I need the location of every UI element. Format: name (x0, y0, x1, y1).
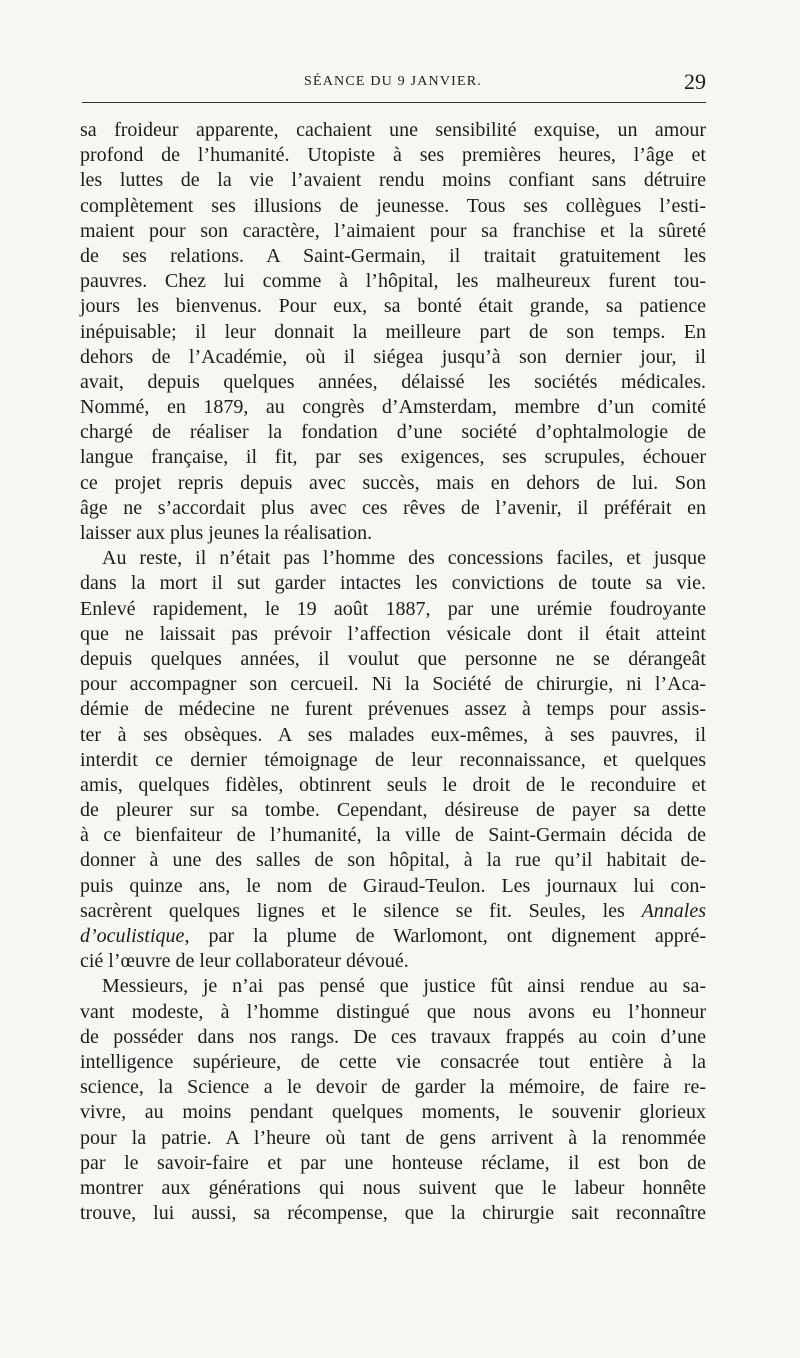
italic-title-fragment: d’oculistique (80, 925, 185, 947)
text-line: de ses relations. A Saint-Germain, il traitait gratuitement les (80, 244, 706, 267)
text-line: montrer aux générations qui nous suivent que le labeur honnête (80, 1176, 706, 1199)
page-header (80, 69, 706, 98)
text-line: à ce bienfaiteur de l’humanité, la ville de Saint-Germain décida de (80, 824, 706, 847)
text-line: maient pour son caractère, l’aimaient pour sa franchise et la sûreté (80, 219, 706, 242)
text-line: Messieurs, je n’ai pas pensé que justice fût ainsi rendue au sa- (102, 975, 706, 998)
text-line: avait, depuis quelques années, délaissé les sociétés médicales. (80, 370, 706, 393)
text-fragment: sacrèrent quelques lignes et le silence se fit. Seules, les (80, 899, 625, 922)
text-line: pauvres. Chez lui comme à l’hôpital, les malheureux furent tou- (80, 270, 706, 293)
text-line: complètement ses illusions de jeunesse. Tous ses collègues l’esti- (80, 194, 706, 217)
paragraph-3 (80, 974, 706, 1226)
text-line: vivre, au moins pendant quelques moments, le souvenir glorieux (80, 1101, 706, 1124)
header-rule (82, 102, 706, 103)
text-line: sa froideur apparente, cachaient une sensibilité exquise, un amour (80, 119, 706, 141)
text-line: amis, quelques fidèles, obtinrent seuls le droit de le reconduire et (80, 773, 706, 796)
text-line: les luttes de la vie l’avaient rendu moins confiant sans détruire (80, 169, 706, 192)
paragraph-1 (80, 118, 706, 546)
text-line: Enlevé rapidement, le 19 août 1887, par une urémie foudroyante (80, 597, 706, 620)
text-line-with-italic (80, 924, 706, 949)
text-line: Nommé, en 1879, au congrès d’Amsterdam, membre d’un comité (80, 396, 706, 419)
text-line: âge ne s’accordait plus avec ces rêves de l’avenir, il préférait en (80, 496, 706, 519)
body-text (80, 118, 706, 1226)
text-line: puis quinze ans, le nom de Giraud-Teulon. Les journaux lui con- (80, 874, 706, 897)
text-line: depuis quelques années, il voulut que personne ne se dérangeât (80, 647, 706, 670)
text-line: donner à une des salles de son hôpital, à la rue qu’il habitait de- (80, 849, 706, 872)
text-line: interdit ce dernier témoignage de leur reconnaissance, et quelques (80, 748, 706, 771)
text-line: laisser aux plus jeunes la réalisation. (80, 522, 373, 544)
text-line: trouve, lui aussi, sa récompense, que la chirurgie sait reconnaître (80, 1202, 706, 1225)
text-line: ter à ses obsèques. A ses malades eux-mêmes, à ses pauvres, il (80, 723, 706, 746)
text-line: jours les bienvenus. Pour eux, sa bonté était grande, sa patience (80, 295, 706, 318)
text-line: pour la patrie. A l’heure où tant de gens arrivent à la renommée (80, 1126, 706, 1149)
running-head: SÉANCE DU 9 JANVIER. (304, 74, 482, 89)
text-line: de posséder dans nos rangs. De ces travaux frappés au coin d’une (80, 1025, 706, 1048)
text-line: science, la Science a le devoir de garder la mémoire, de faire re- (80, 1076, 706, 1099)
text-line: dehors de l’Académie, où il siégea jusqu’à son dernier jour, il (80, 345, 706, 368)
text-line: pour accompagner son cercueil. Ni la Société de chirurgie, ni l’Aca- (80, 673, 706, 696)
text-line: démie de médecine ne furent prévenues assez à temps pour assis- (80, 698, 706, 721)
text-fragment: , par la plume de Warlomont, ont dignement appré- (184, 925, 706, 947)
italic-title-fragment: Annales (641, 899, 707, 922)
text-line: Au reste, il n’était pas l’homme des concessions faciles, et jusque (102, 547, 706, 570)
text-line: intelligence supérieure, de cette vie consacrée tout entière à la (80, 1050, 706, 1073)
text-line: vant modeste, à l’homme distingué que nous avons eu l’honneur (80, 1000, 706, 1023)
text-line: que ne laissait pas prévoir l’affection vésicale dont il était atteint (80, 622, 706, 645)
text-line: ce projet repris depuis avec succès, mais en dehors de lui. Son (80, 471, 706, 494)
text-line: par le savoir-faire et par une honteuse réclame, il est bon de (80, 1151, 706, 1174)
text-line: profond de l’humanité. Utopiste à ses premières heures, l’âge et (80, 144, 706, 167)
text-line-with-italic (80, 899, 706, 924)
text-line: langue française, il fit, par ses exigences, ses scrupules, échouer (80, 446, 706, 469)
text-line: cié l’œuvre de leur collaborateur dévoué. (80, 950, 409, 973)
text-line: de pleurer sur sa tombe. Cependant, désireuse de payer sa dette (80, 799, 706, 822)
paragraph-2 (80, 546, 706, 974)
text-line: inépuisable; il leur donnait la meilleure part de son temps. En (80, 320, 706, 343)
page-number: 29 (684, 69, 706, 94)
text-line: chargé de réaliser la fondation d’une société d’ophtalmologie de (80, 421, 706, 444)
text-line: dans la mort il sut garder intactes les convictions de toute sa vie. (80, 572, 706, 595)
